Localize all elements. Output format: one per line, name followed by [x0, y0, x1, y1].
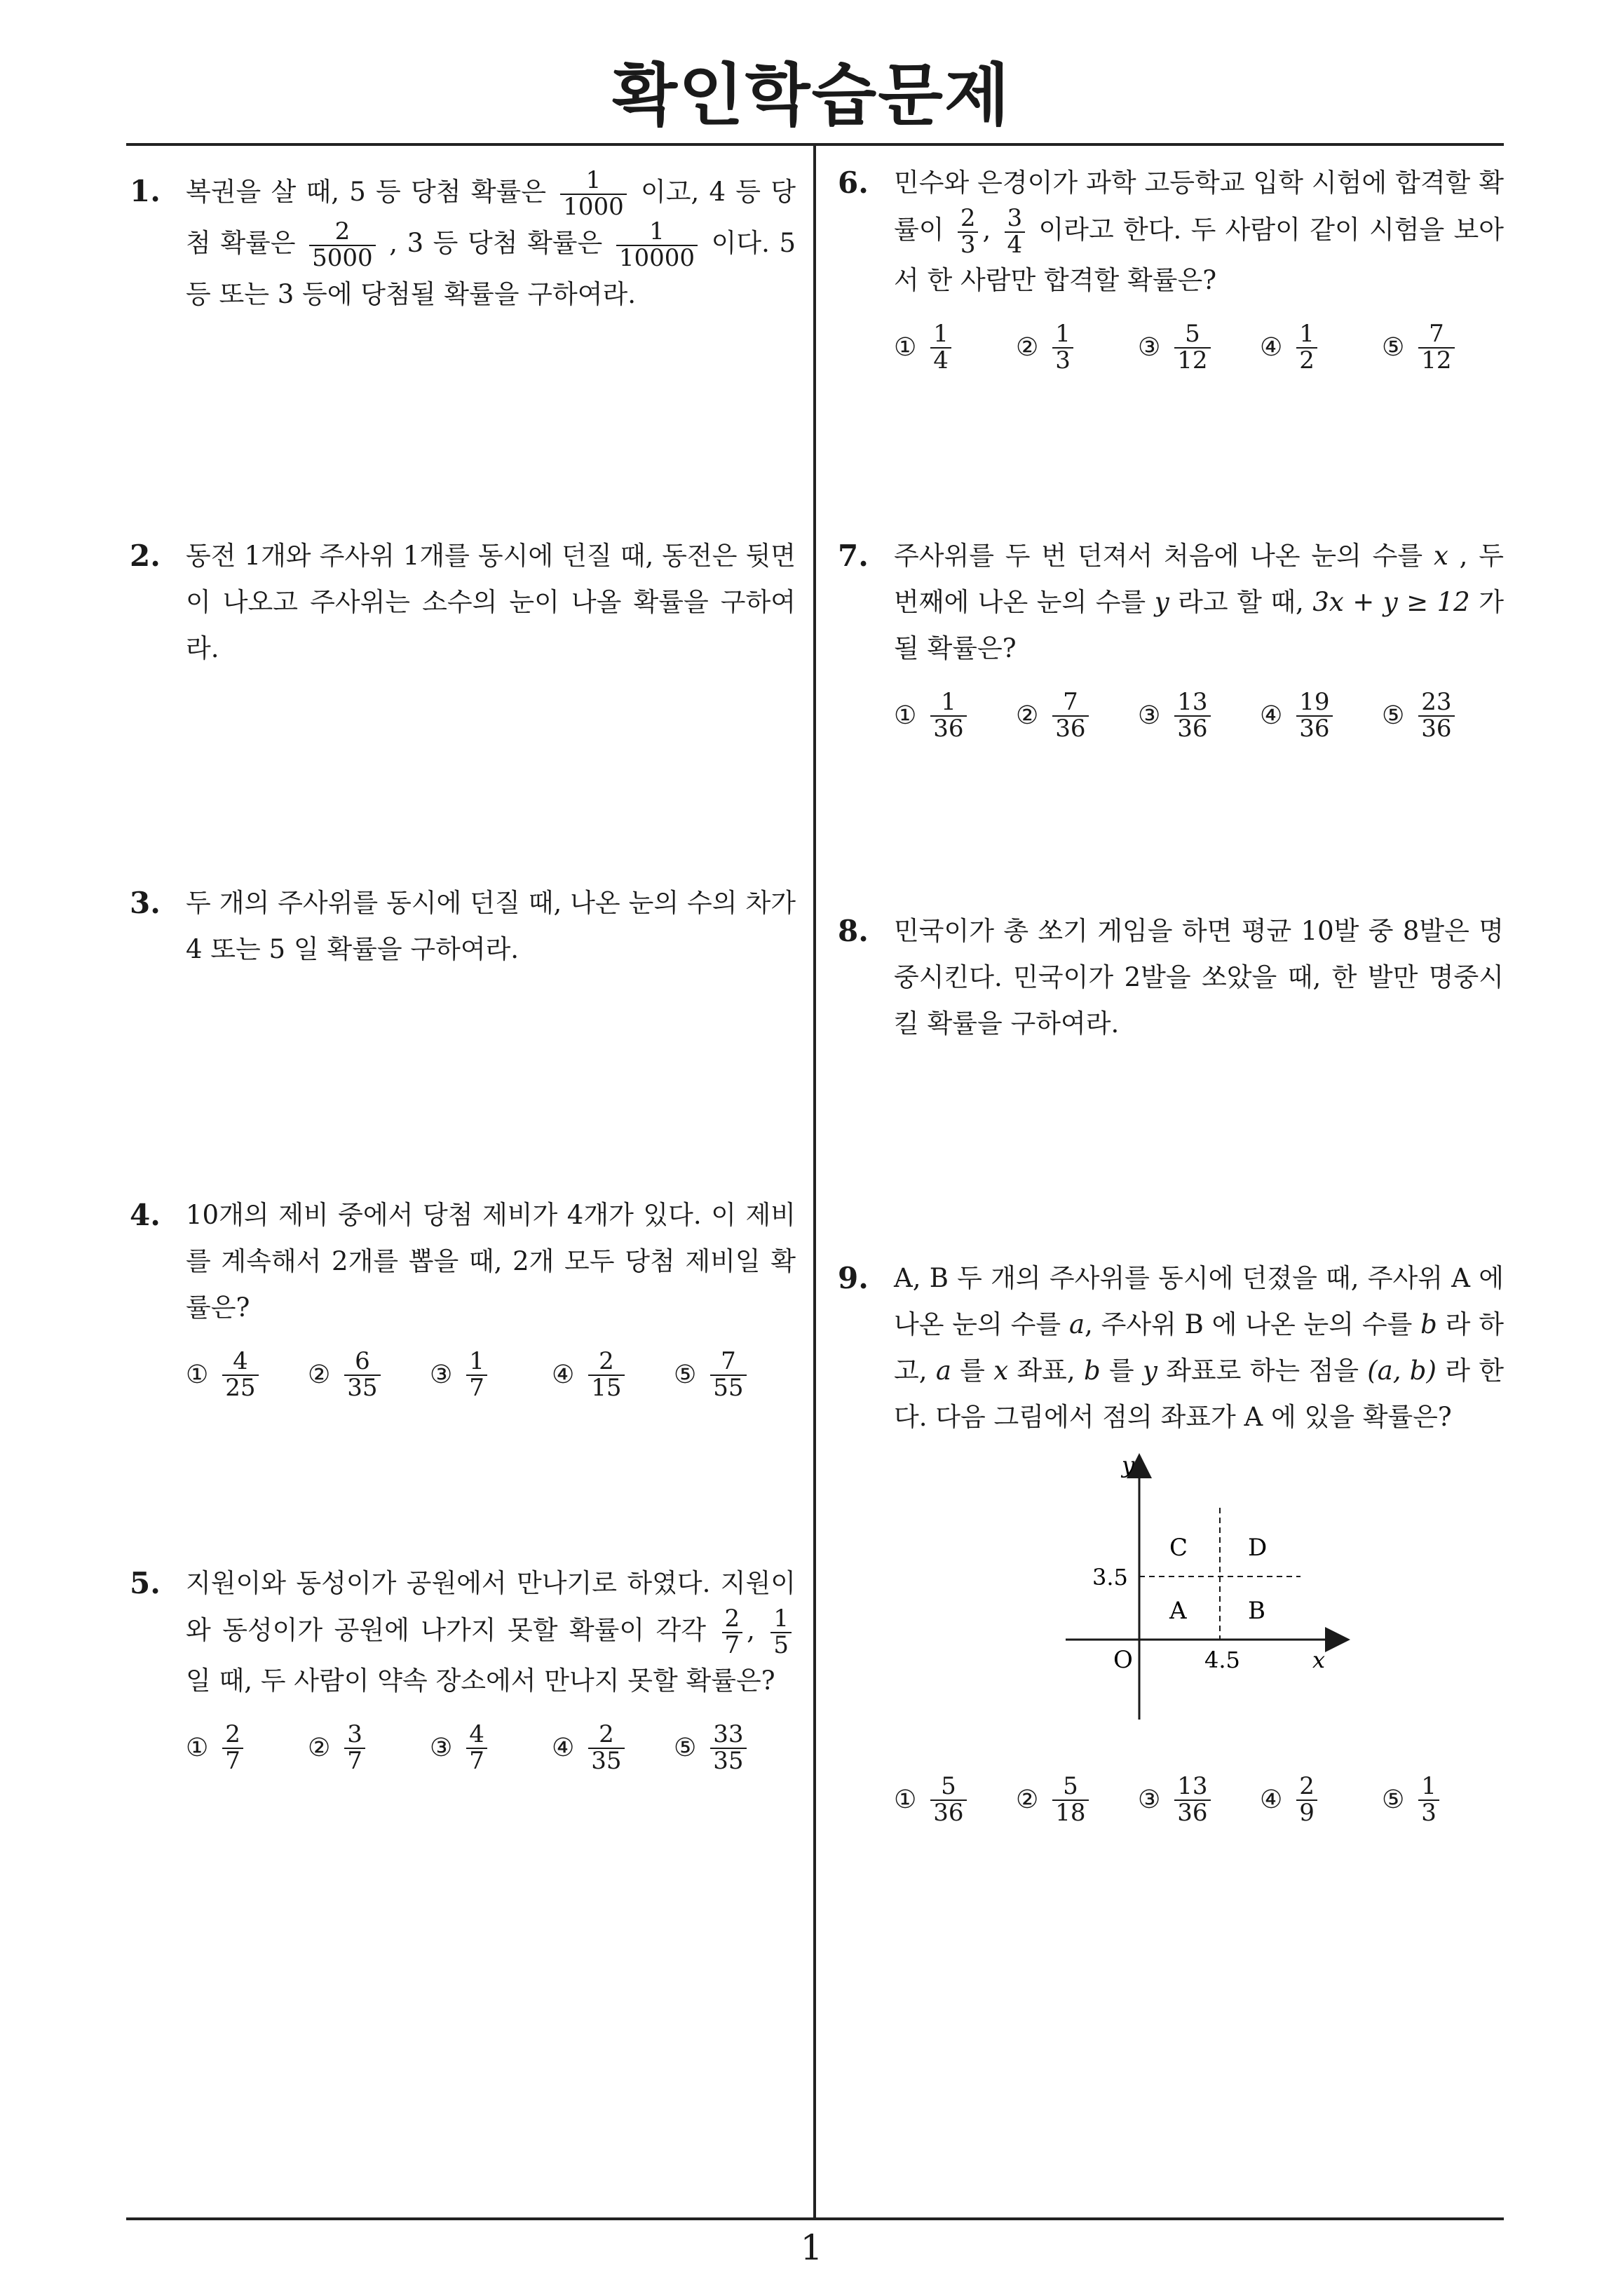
answer-option-3[interactable]: ③ $\frac{5}{12}$: [1138, 322, 1260, 373]
answer-option-3[interactable]: ③ $\frac{13}{36}$: [1138, 1774, 1260, 1825]
question-6: [838, 160, 1504, 374]
page-number: 1: [800, 2227, 823, 2268]
question-text: 동전 1개와 주사위 1개를 동시에 던질 때, 동전은 뒷면이 나오고 주사위는 소수의 눈이 나올 확률을 구하여라.: [186, 541, 796, 663]
question-1: [130, 168, 796, 318]
answer-option-5[interactable]: ⑤ $\frac{7}{55}$: [674, 1349, 796, 1400]
answer-option-4[interactable]: ④ $\frac{2}{35}$: [552, 1722, 674, 1774]
answer-option-4[interactable]: ④ $\frac{19}{36}$: [1260, 690, 1382, 741]
question-number: 1.: [130, 174, 161, 208]
question-text: 복권을 살 때, 5 등 당첨 확률은 $\frac{1}{1000}$ 이고, 4 등 당첨 확률은 $\frac{2}{5000}$ , 3 등 당첨 확률은 $\frac{1}{10000}$ 이다. 5 등 또는 3 등에 당첨될 확률을 구하여라.: [186, 166, 796, 309]
column-divider: [813, 144, 816, 2219]
question-7: [838, 533, 1504, 741]
answer-options: [186, 1722, 796, 1774]
question-4: [130, 1192, 796, 1400]
question-8: [838, 908, 1504, 1047]
question-text: 두 개의 주사위를 동시에 던질 때, 나온 눈의 수의 차가 4 또는 5 일 확률을 구하여라.: [186, 888, 796, 964]
answer-option-5[interactable]: ⑤ $\frac{33}{35}$: [674, 1722, 796, 1774]
answer-option-4[interactable]: ④ $\frac{1}{2}$: [1260, 322, 1382, 373]
question-number: 9.: [838, 1261, 869, 1295]
answer-option-2[interactable]: ② $\frac{6}{35}$: [308, 1349, 430, 1400]
answer-option-2[interactable]: ② $\frac{1}{3}$: [1016, 322, 1138, 373]
answer-option-1[interactable]: ① $\frac{5}{36}$: [894, 1774, 1016, 1825]
answer-option-1[interactable]: ① $\frac{4}{25}$: [186, 1349, 308, 1400]
fraction: $\frac{1}{1000}$: [560, 168, 627, 220]
question-text: 주사위를 두 번 던져서 처음에 나온 눈의 수를 x , 두 번째에 나온 눈의 수를 y 라고 할 때, 3x + y ≥ 12 가 될 확률은?: [894, 541, 1505, 663]
fraction: $\frac{2}{3}$: [958, 206, 979, 257]
answer-option-1[interactable]: ① $\frac{2}{7}$: [186, 1722, 308, 1774]
question-text: 지원이와 동성이가 공원에서 만나기로 하였다. 지원이와 동성이가 공원에 나가지 못할 확률이 각각 $\frac{2}{7}$ , $\frac{1}{5}$ 일 때, 두 사람이 약속 장소에서 만나지 못할 확률은?: [186, 1568, 796, 1696]
answer-option-2[interactable]: ② $\frac{3}{7}$: [308, 1722, 430, 1774]
answer-option-4[interactable]: ④ $\frac{2}{9}$: [1260, 1774, 1382, 1825]
answer-options: [894, 1774, 1504, 1825]
question-3: [130, 880, 796, 973]
coordinate-graph: [1052, 1445, 1360, 1725]
page-title: 확인학습문제: [612, 56, 1011, 135]
region-d-label: D: [1248, 1534, 1268, 1562]
question-number: 3.: [130, 886, 161, 920]
question-5: [130, 1560, 796, 1774]
x-axis-label: x: [1312, 1647, 1326, 1673]
fraction: $\frac{3}{4}$: [1005, 206, 1026, 257]
answer-option-5[interactable]: ⑤ $\frac{23}{36}$: [1382, 690, 1504, 741]
question-number: 2.: [130, 539, 161, 573]
region-c-label: C: [1169, 1534, 1188, 1562]
answer-option-2[interactable]: ② $\frac{5}{18}$: [1016, 1774, 1138, 1825]
question-9: [838, 1255, 1504, 1440]
y-axis-label: y: [1122, 1452, 1135, 1478]
answer-option-2[interactable]: ② $\frac{7}{36}$: [1016, 690, 1138, 741]
question-9-options: [838, 1774, 1504, 1825]
answer-options: [186, 1349, 796, 1400]
fraction: $\frac{2}{7}$: [722, 1607, 743, 1658]
answer-option-5[interactable]: ⑤ $\frac{7}{12}$: [1382, 322, 1504, 373]
bottom-rule: [126, 2217, 1504, 2220]
question-number: 8.: [838, 914, 869, 948]
answer-options: [894, 322, 1504, 373]
answer-option-1[interactable]: ① $\frac{1}{4}$: [894, 322, 1016, 373]
x-mark-label: 4.5: [1204, 1647, 1240, 1673]
question-number: 4.: [130, 1198, 161, 1232]
answer-option-3[interactable]: ③ $\frac{4}{7}$: [430, 1722, 552, 1774]
fraction: $\frac{1}{10000}$: [616, 220, 698, 271]
fraction: $\frac{1}{5}$: [770, 1607, 792, 1658]
question-2: [130, 533, 796, 672]
question-number: 6.: [838, 166, 869, 200]
origin-label: O: [1113, 1646, 1133, 1674]
region-a-label: A: [1169, 1597, 1187, 1625]
answer-option-5[interactable]: ⑤ $\frac{1}{3}$: [1382, 1774, 1504, 1825]
y-mark-label: 3.5: [1092, 1564, 1128, 1591]
answer-option-3[interactable]: ③ $\frac{1}{7}$: [430, 1349, 552, 1400]
fraction: $\frac{2}{5000}$: [309, 220, 376, 271]
question-number: 7.: [838, 539, 869, 573]
answer-option-4[interactable]: ④ $\frac{2}{15}$: [552, 1349, 674, 1400]
answer-option-3[interactable]: ③ $\frac{13}{36}$: [1138, 690, 1260, 741]
question-text: 민수와 은경이가 과학 고등학교 입학 시험에 합격할 확률이 $\frac{2}{3}$ , $\frac{3}{4}$ 이라고 한다. 두 사람이 같이 시험을 보아서 한 사람만 합격할 확률은?: [894, 168, 1505, 296]
answer-options: [894, 690, 1504, 741]
question-text: A, B 두 개의 주사위를 동시에 던졌을 때, 주사위 A 에 나온 눈의 수를 a, 주사위 B 에 나온 눈의 수를 b 라 하고, a 를 x 좌표, b 를 y 좌표로 하는 점을 (a, b) 라 한다. 다음 그림에서 점의 좌표가 A 에 있을 확률은?: [894, 1263, 1504, 1432]
answer-option-1[interactable]: ① $\frac{1}{36}$: [894, 690, 1016, 741]
question-text: 10개의 제비 중에서 당첨 제비가 4개가 있다. 이 제비를 계속해서 2개를 뽑을 때, 2개 모두 당첨 제비일 확률은?: [186, 1200, 796, 1323]
question-number: 5.: [130, 1566, 161, 1600]
question-text: 민국이가 총 쏘기 게임을 하면 평균 10발 중 8발은 명중시킨다. 민국이가 2발을 쏘았을 때, 한 발만 명중시킬 확률을 구하여라.: [894, 916, 1504, 1039]
region-b-label: B: [1248, 1597, 1265, 1625]
